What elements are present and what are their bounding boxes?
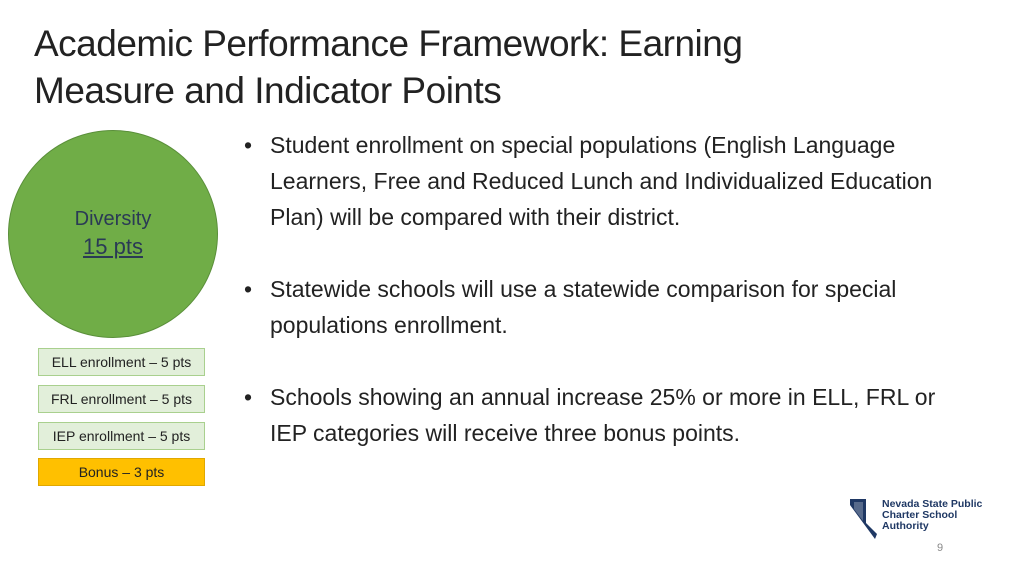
title-line-1: Academic Performance Framework: Earning [34, 23, 743, 64]
slide-title [34, 20, 934, 114]
bullet-list [244, 127, 944, 451]
bullet-text: Student enrollment on special populations (English Language Learners, Free and Reduced Lunch and Individualized Education Plan) will be compared with their district. [270, 132, 933, 230]
ell-enrollment-tag: ELL enrollment – 5 pts [38, 348, 205, 376]
authority-logo [849, 497, 999, 543]
title-line-2: Measure and Indicator Points [34, 70, 502, 111]
nevada-state-icon [849, 497, 879, 541]
bullet-dot: • [244, 132, 253, 158]
iep-enrollment-tag: IEP enrollment – 5 pts [38, 422, 205, 450]
frl-enrollment-tag: FRL enrollment – 5 pts [38, 385, 205, 413]
logo-text [882, 499, 1002, 532]
bullet-dot: • [244, 276, 253, 302]
bullet-item [244, 127, 944, 235]
bullet-item [244, 379, 944, 451]
logo-line-1: Nevada State Public [882, 498, 983, 510]
logo-line-2: Charter School [882, 509, 958, 521]
logo-line-3: Authority [882, 520, 929, 532]
bullet-text: Statewide schools will use a statewide comparison for special populations enrollment. [270, 276, 897, 338]
diversity-label: Diversity [74, 208, 152, 230]
bullet-item [244, 271, 944, 343]
bullet-text: Schools showing an annual increase 25% or more in ELL, FRL or IEP categories will receive three bonus points. [270, 384, 936, 446]
diversity-circle-text [8, 205, 218, 261]
bonus-tag: Bonus – 3 pts [38, 458, 205, 486]
diversity-points: 15 pts [83, 234, 143, 259]
page-number: 9 [936, 542, 944, 554]
bullet-dot: • [244, 384, 253, 410]
